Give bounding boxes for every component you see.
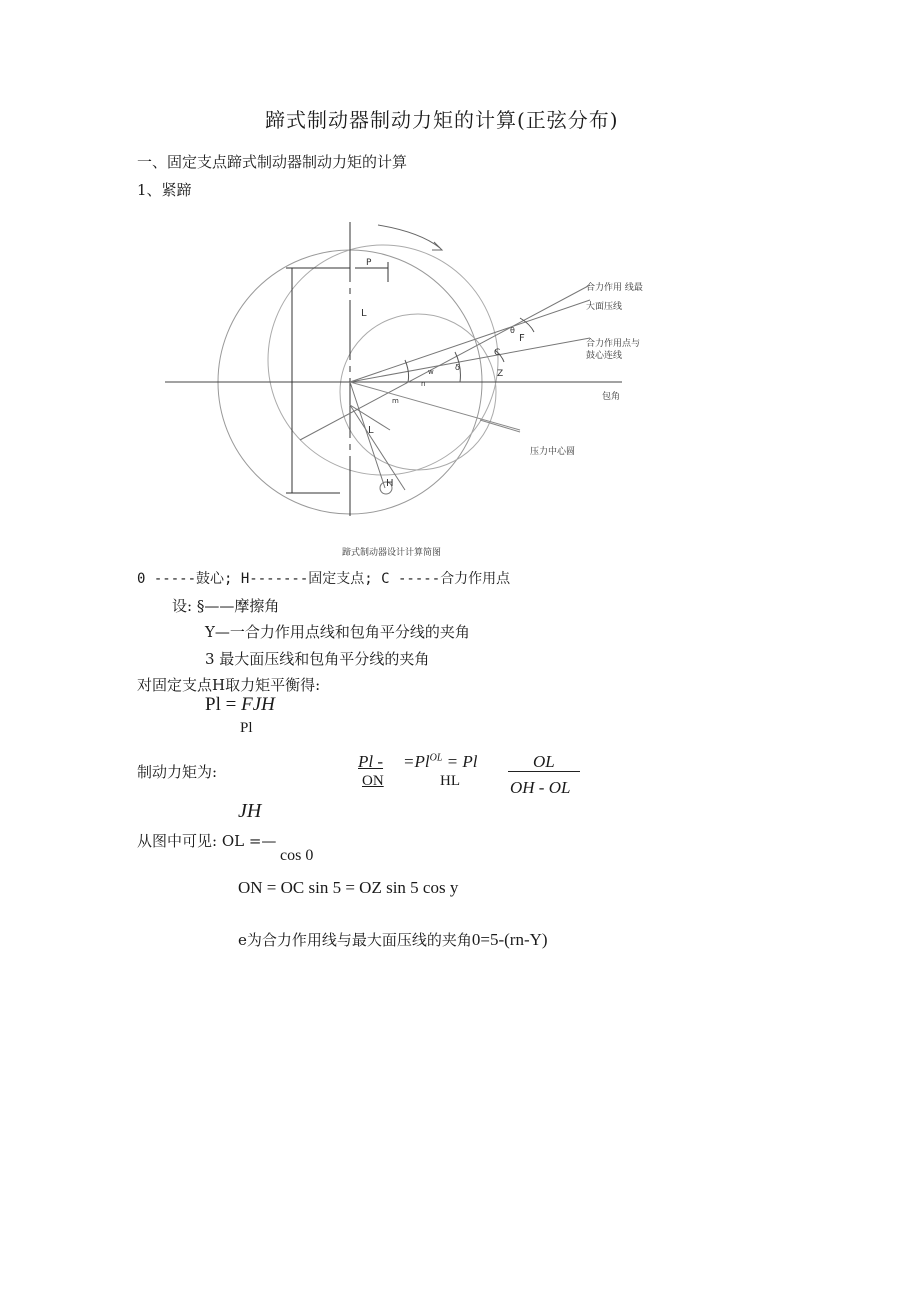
- mid-expression: [403, 752, 477, 772]
- page-title: 蹄式制动器制动力矩的计算(正弦分布): [265, 108, 619, 132]
- balance-line: 对固定支点H取力矩平衡得:: [137, 676, 321, 694]
- figure-caption: 蹄式制动器设计计算简图: [342, 548, 442, 558]
- label-pressure-circle: 压力中心圆: [530, 447, 576, 457]
- label-n: n: [421, 380, 426, 388]
- subsection-heading: 1、紧蹄: [137, 181, 192, 199]
- label-center-line: 鼓心连线: [586, 351, 623, 361]
- on-equation: ON = OC sin 5 = OZ sin 5 cos y: [238, 878, 459, 897]
- cos-zero: cos 0: [280, 847, 314, 864]
- theta-line-formula: 0=5-(rn-Y): [471, 930, 548, 949]
- label-wrap-angle: 包角: [602, 392, 621, 402]
- frac1-denominator: ON: [362, 773, 384, 789]
- label-H: H: [386, 478, 394, 489]
- frac2-bar: [508, 771, 580, 772]
- mid-expr-a: =Pl: [403, 752, 430, 771]
- mid-expr-sup: OL: [429, 752, 443, 764]
- frac2-numerator: OL: [533, 752, 555, 771]
- torque-label: 制动力矩为:: [137, 763, 218, 781]
- shoe-circle: [268, 245, 501, 475]
- max-pressure-line: [300, 285, 590, 440]
- theta-line-text: e为合力作用线与最大面压线的夹角: [238, 931, 472, 949]
- label-F: F: [519, 333, 525, 344]
- eq1-right: FJH: [241, 694, 275, 715]
- three-line: 3 最大面压线和包角平分线的夹角: [205, 650, 430, 668]
- brake-diagram: [0, 0, 920, 560]
- section-heading: 一、固定支点蹄式制动器制动力矩的计算: [137, 153, 408, 171]
- center-line: [350, 338, 590, 382]
- label-Z: Z: [497, 369, 504, 379]
- label-delta: δ: [455, 363, 460, 372]
- frac2-denominator: OH - OL: [510, 778, 571, 797]
- pressure-center-circle: [340, 314, 496, 470]
- mid-expr-b: = Pl: [442, 752, 478, 771]
- label-resultant-point: 合力作用点与: [586, 339, 641, 349]
- label-m: m: [392, 397, 399, 405]
- jh-label: JH: [238, 800, 262, 822]
- resultant-line: [350, 300, 590, 382]
- eq1-sub: Pl: [240, 720, 253, 736]
- label-w: w: [428, 368, 434, 376]
- mid-denominator: HL: [440, 773, 460, 789]
- label-max-pressure: 大面压线: [586, 302, 623, 312]
- label-theta: θ: [510, 326, 515, 335]
- equation-1: [205, 694, 275, 716]
- legend-line: 0 -----鼓心; H-------固定支点; C -----合力作用点: [137, 571, 511, 587]
- label-P: P: [366, 258, 372, 268]
- let-line: 设: §——摩擦角: [172, 597, 280, 615]
- from-figure-line: 从图中可见: OL =—: [137, 832, 277, 850]
- eq1-left: Pl =: [205, 694, 242, 715]
- rotation-arc: [378, 225, 440, 248]
- label-C: C: [494, 348, 501, 358]
- label-L-lower: L: [368, 425, 374, 436]
- gamma-line: Y—一合力作用点线和包角平分线的夹角: [205, 623, 470, 641]
- label-resultant-line: 合力作用 线最: [586, 283, 643, 293]
- theta-line: [238, 929, 548, 950]
- frac1-numerator: Pl -: [358, 752, 384, 771]
- label-L-upper: L: [361, 308, 367, 319]
